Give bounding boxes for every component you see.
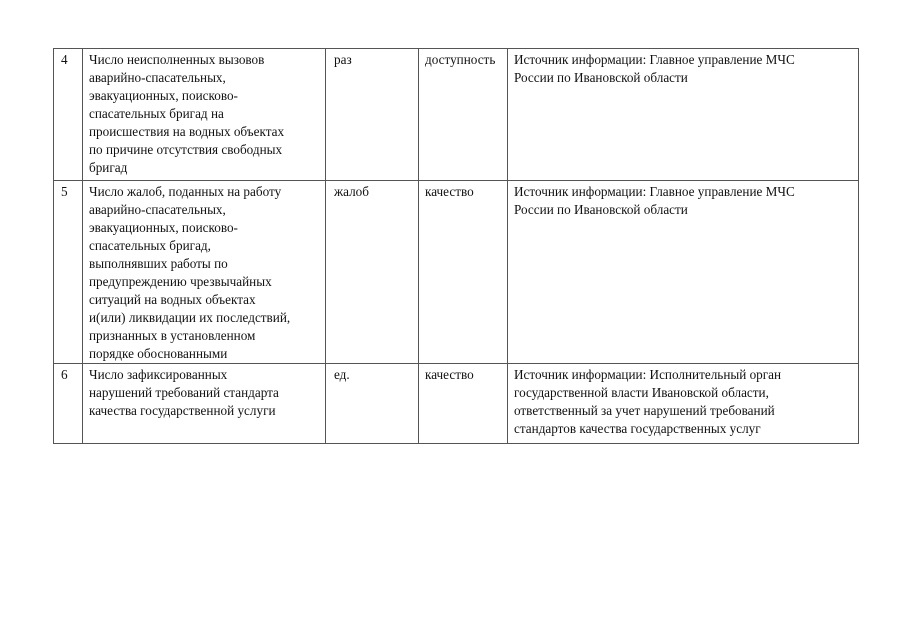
information-source: Источник информации: Главное управление МЧС России по Ивановской области xyxy=(508,49,859,181)
row-number: 5 xyxy=(54,181,83,364)
table-row xyxy=(54,364,859,444)
unit: жалоб xyxy=(326,181,419,364)
table-row xyxy=(54,49,859,181)
table-row xyxy=(54,181,859,364)
indicator-type: качество xyxy=(419,364,508,444)
indicator-type: доступность xyxy=(419,49,508,181)
row-number: 6 xyxy=(54,364,83,444)
indicator-name: Число жалоб, поданных на работу аварийно-спасательных, эвакуационных, поисково- спасательных бригад, выполнявших работы по предупреждению чрезвычайных ситуаций на водных объектах и(или) ликвидации их последствий, признанных в установленном порядке обоснованными xyxy=(83,181,326,364)
unit: раз xyxy=(326,49,419,181)
indicator-name: Число зафиксированных нарушений требований стандарта качества государственной услуги xyxy=(83,364,326,444)
indicator-name: Число неисполненных вызовов аварийно-спасательных, эвакуационных, поисково- спасательных бригад на происшествия на водных объектах по причине отсутствия свободных бригад xyxy=(83,49,326,181)
information-source: Источник информации: Главное управление МЧС России по Ивановской области xyxy=(508,181,859,364)
unit: ед. xyxy=(326,364,419,444)
indicator-type: качество xyxy=(419,181,508,364)
indicators-table xyxy=(53,48,859,444)
row-number: 4 xyxy=(54,49,83,181)
information-source: Источник информации: Исполнительный орган государственной власти Ивановской области, ответственный за учет нарушений требований стандартов качества государственных услуг xyxy=(508,364,859,444)
